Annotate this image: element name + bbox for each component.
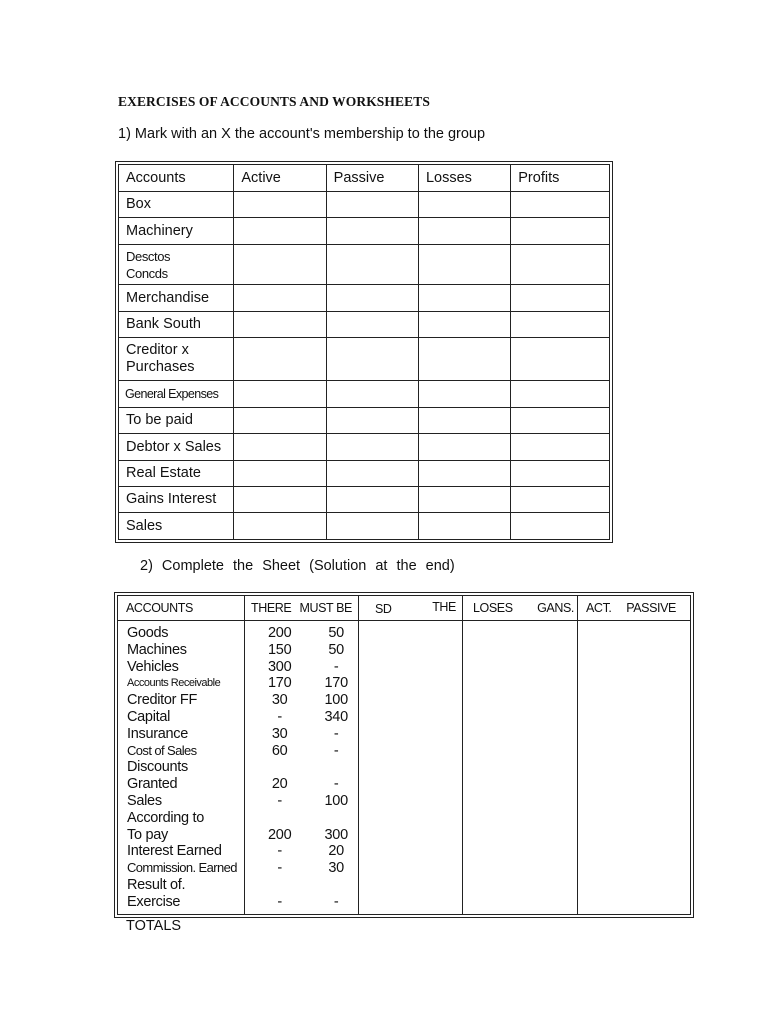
worksheet-values-row bbox=[245, 894, 358, 911]
header-losses: Losses bbox=[418, 165, 510, 192]
must-be-value bbox=[314, 810, 358, 827]
there-value: - bbox=[277, 708, 282, 725]
worksheet-account: To pay bbox=[127, 826, 168, 843]
account-name: Desctos Concds bbox=[119, 245, 234, 285]
must-be-value: - bbox=[333, 658, 339, 675]
there-value: 30 bbox=[271, 692, 288, 709]
worksheet-account: Vehicles bbox=[127, 658, 179, 675]
header-the-label: THE bbox=[432, 600, 456, 614]
worksheet-values-row bbox=[245, 743, 358, 760]
there-value bbox=[245, 759, 314, 776]
account-name: To be paid bbox=[119, 408, 234, 434]
accounts-list bbox=[118, 621, 244, 911]
header-passive-label: PASSIVE bbox=[626, 601, 676, 615]
membership-check-cell[interactable] bbox=[511, 285, 610, 312]
membership-check-cell[interactable] bbox=[234, 192, 326, 218]
worksheet-table bbox=[114, 592, 694, 918]
worksheet-values-row bbox=[245, 642, 358, 659]
sd-the-column bbox=[359, 621, 463, 915]
membership-check-cell[interactable] bbox=[511, 192, 610, 218]
membership-check-cell[interactable] bbox=[418, 513, 510, 540]
header-accounts bbox=[118, 596, 245, 621]
there-value: 20 bbox=[271, 776, 288, 793]
membership-row bbox=[119, 381, 610, 408]
worksheet-values-row bbox=[245, 793, 358, 810]
worksheet-account: Commission. Earned bbox=[127, 860, 237, 876]
must-be-value: 20 bbox=[328, 843, 344, 860]
membership-check-cell[interactable] bbox=[418, 285, 510, 312]
membership-check-cell[interactable] bbox=[418, 245, 510, 285]
header-sd-label: SD bbox=[375, 602, 392, 616]
worksheet-account: Exercise bbox=[127, 893, 181, 910]
membership-check-cell[interactable] bbox=[418, 312, 510, 338]
membership-check-cell[interactable] bbox=[418, 381, 510, 408]
membership-check-cell[interactable] bbox=[418, 434, 510, 461]
membership-check-cell[interactable] bbox=[326, 408, 418, 434]
worksheet-values-row bbox=[245, 776, 358, 793]
membership-check-cell[interactable] bbox=[326, 245, 418, 285]
accounts-column bbox=[118, 621, 245, 915]
must-be-value: 170 bbox=[324, 675, 348, 692]
header-there-must-be bbox=[245, 596, 359, 621]
there-value: 170 bbox=[268, 675, 292, 692]
account-name: Sales bbox=[119, 513, 234, 540]
worksheet-values-row bbox=[245, 692, 358, 709]
must-be-value: 300 bbox=[324, 826, 348, 843]
worksheet-account: Discounts bbox=[127, 759, 188, 776]
question-2: 2) Complete the Sheet (Solution at the end) bbox=[140, 558, 455, 574]
worksheet-values-row bbox=[245, 843, 358, 860]
worksheet-values-row bbox=[245, 860, 358, 877]
question-1: 1) Mark with an X the account's membership to the group bbox=[118, 126, 486, 142]
membership-check-cell[interactable] bbox=[326, 338, 418, 381]
membership-row bbox=[119, 408, 610, 434]
account-name: Real Estate bbox=[119, 461, 234, 487]
worksheet-values-row bbox=[245, 625, 358, 642]
worksheet-account: Accounts Receivable bbox=[127, 677, 221, 690]
header-accounts: Accounts bbox=[119, 165, 234, 192]
membership-check-cell[interactable] bbox=[418, 218, 510, 245]
there-value: - bbox=[277, 792, 282, 809]
header-active: Active bbox=[234, 165, 326, 192]
there-value: 200 bbox=[268, 826, 292, 843]
must-be-value: - bbox=[333, 776, 339, 793]
worksheet-account: Goods bbox=[127, 625, 169, 641]
membership-check-cell[interactable] bbox=[418, 487, 510, 513]
must-be-value: 50 bbox=[328, 641, 344, 658]
account-name: Creditor x Purchases bbox=[119, 338, 234, 381]
totals-label: TOTALS bbox=[126, 918, 182, 934]
must-be-value bbox=[314, 877, 358, 894]
membership-row bbox=[119, 218, 610, 245]
account-name: Box bbox=[119, 192, 234, 218]
header-sd-the bbox=[359, 596, 463, 621]
membership-check-cell[interactable] bbox=[234, 381, 326, 408]
page-title: EXERCISES OF ACCOUNTS AND WORKSHEETS bbox=[118, 94, 430, 109]
membership-check-cell[interactable] bbox=[511, 338, 610, 381]
membership-check-cell[interactable] bbox=[418, 338, 510, 381]
membership-check-cell[interactable] bbox=[234, 513, 326, 540]
membership-check-cell[interactable] bbox=[326, 487, 418, 513]
header-accounts-label: ACCOUNTS bbox=[126, 601, 193, 615]
membership-check-cell[interactable] bbox=[511, 487, 610, 513]
membership-row bbox=[119, 513, 610, 540]
worksheet-values-row bbox=[245, 659, 358, 676]
membership-check-cell[interactable] bbox=[511, 245, 610, 285]
membership-check-cell[interactable] bbox=[511, 408, 610, 434]
there-value: - bbox=[277, 860, 282, 877]
must-be-value: 340 bbox=[324, 708, 348, 725]
header-profits: Profits bbox=[511, 165, 610, 192]
values-list bbox=[245, 621, 358, 911]
worksheet-account: Result of. bbox=[127, 876, 186, 893]
must-be-value bbox=[314, 759, 358, 776]
worksheet-values-row bbox=[245, 759, 358, 776]
worksheet-account: Creditor FF bbox=[127, 692, 198, 709]
membership-row bbox=[119, 461, 610, 487]
membership-row bbox=[119, 312, 610, 338]
membership-check-cell[interactable] bbox=[234, 285, 326, 312]
membership-check-cell[interactable] bbox=[234, 408, 326, 434]
membership-check-cell[interactable] bbox=[326, 285, 418, 312]
there-value: - bbox=[277, 893, 282, 910]
header-gans-label: GANS. bbox=[537, 601, 574, 615]
worksheet-account: Machines bbox=[127, 641, 187, 658]
there-value bbox=[245, 877, 314, 894]
must-be-value: - bbox=[333, 725, 339, 742]
worksheet-account: Insurance bbox=[127, 725, 188, 742]
membership-check-cell[interactable] bbox=[234, 312, 326, 338]
account-name: Merchandise bbox=[119, 285, 234, 312]
membership-row bbox=[119, 245, 610, 285]
there-must-be-column bbox=[245, 621, 359, 915]
membership-table bbox=[115, 161, 613, 543]
header-passive: Passive bbox=[326, 165, 418, 192]
must-be-value: - bbox=[333, 893, 339, 910]
membership-check-cell[interactable] bbox=[326, 218, 418, 245]
membership-check-cell[interactable] bbox=[326, 381, 418, 408]
worksheet-account: Granted bbox=[127, 776, 178, 793]
header-must-be-label: MUST BE bbox=[299, 601, 352, 615]
header-loses-label: LOSES bbox=[473, 601, 513, 615]
membership-check-cell[interactable] bbox=[234, 245, 326, 285]
membership-check-cell[interactable] bbox=[234, 461, 326, 487]
there-value bbox=[245, 810, 314, 827]
there-value: 30 bbox=[271, 725, 288, 742]
membership-check-cell[interactable] bbox=[511, 218, 610, 245]
account-name: Bank South bbox=[119, 312, 234, 338]
account-name: Debtor x Sales bbox=[119, 434, 234, 461]
worksheet-account: Capital bbox=[127, 708, 171, 725]
worksheet-values-row bbox=[245, 827, 358, 844]
must-be-value: 100 bbox=[324, 792, 348, 809]
membership-row bbox=[119, 338, 610, 381]
loses-gans-column bbox=[463, 621, 578, 915]
membership-check-cell[interactable] bbox=[234, 218, 326, 245]
worksheet-values-row bbox=[245, 810, 358, 827]
there-value: - bbox=[277, 843, 282, 860]
worksheet-account: According to bbox=[127, 809, 204, 826]
header-act-passive bbox=[578, 596, 691, 621]
there-value: 300 bbox=[268, 658, 292, 675]
membership-row bbox=[119, 434, 610, 461]
worksheet-values-row bbox=[245, 675, 358, 692]
header-there-label: THERE bbox=[251, 601, 292, 615]
membership-check-cell[interactable] bbox=[326, 192, 418, 218]
membership-row bbox=[119, 192, 610, 218]
membership-check-cell[interactable] bbox=[234, 434, 326, 461]
header-act-label: ACT. bbox=[586, 601, 612, 615]
worksheet-account: Interest Earned bbox=[127, 843, 222, 860]
there-value: 150 bbox=[268, 641, 292, 658]
worksheet-body-row bbox=[118, 621, 691, 915]
act-passive-column bbox=[578, 621, 691, 915]
worksheet-account: Cost of Sales bbox=[127, 742, 197, 758]
membership-check-cell[interactable] bbox=[418, 461, 510, 487]
membership-header-row bbox=[119, 165, 610, 192]
membership-check-cell[interactable] bbox=[326, 461, 418, 487]
membership-check-cell[interactable] bbox=[234, 487, 326, 513]
membership-check-cell[interactable] bbox=[511, 312, 610, 338]
must-be-value: - bbox=[333, 742, 339, 759]
worksheet-values-row bbox=[245, 877, 358, 894]
there-value: 200 bbox=[268, 625, 292, 641]
membership-check-cell[interactable] bbox=[511, 381, 610, 408]
worksheet-values-row bbox=[245, 726, 358, 743]
worksheet-header-row bbox=[118, 596, 691, 621]
membership-check-cell[interactable] bbox=[418, 408, 510, 434]
membership-check-cell[interactable] bbox=[511, 461, 610, 487]
membership-check-cell[interactable] bbox=[234, 338, 326, 381]
account-name: Machinery bbox=[119, 218, 234, 245]
worksheet-account: Sales bbox=[127, 792, 162, 809]
must-be-value: 100 bbox=[324, 692, 348, 709]
header-loses-gans bbox=[463, 596, 578, 621]
membership-check-cell[interactable] bbox=[418, 192, 510, 218]
membership-check-cell[interactable] bbox=[326, 312, 418, 338]
membership-row bbox=[119, 487, 610, 513]
membership-check-cell[interactable] bbox=[511, 513, 610, 540]
account-name: Gains Interest bbox=[119, 487, 234, 513]
membership-check-cell[interactable] bbox=[511, 434, 610, 461]
membership-table-body bbox=[119, 165, 610, 540]
must-be-value: 30 bbox=[328, 860, 344, 877]
account-name: General Expenses bbox=[119, 381, 234, 408]
worksheet-values-row bbox=[245, 709, 358, 726]
there-value: 60 bbox=[271, 742, 288, 759]
membership-check-cell[interactable] bbox=[326, 434, 418, 461]
membership-row bbox=[119, 285, 610, 312]
membership-check-cell[interactable] bbox=[326, 513, 418, 540]
must-be-value: 50 bbox=[328, 625, 344, 641]
